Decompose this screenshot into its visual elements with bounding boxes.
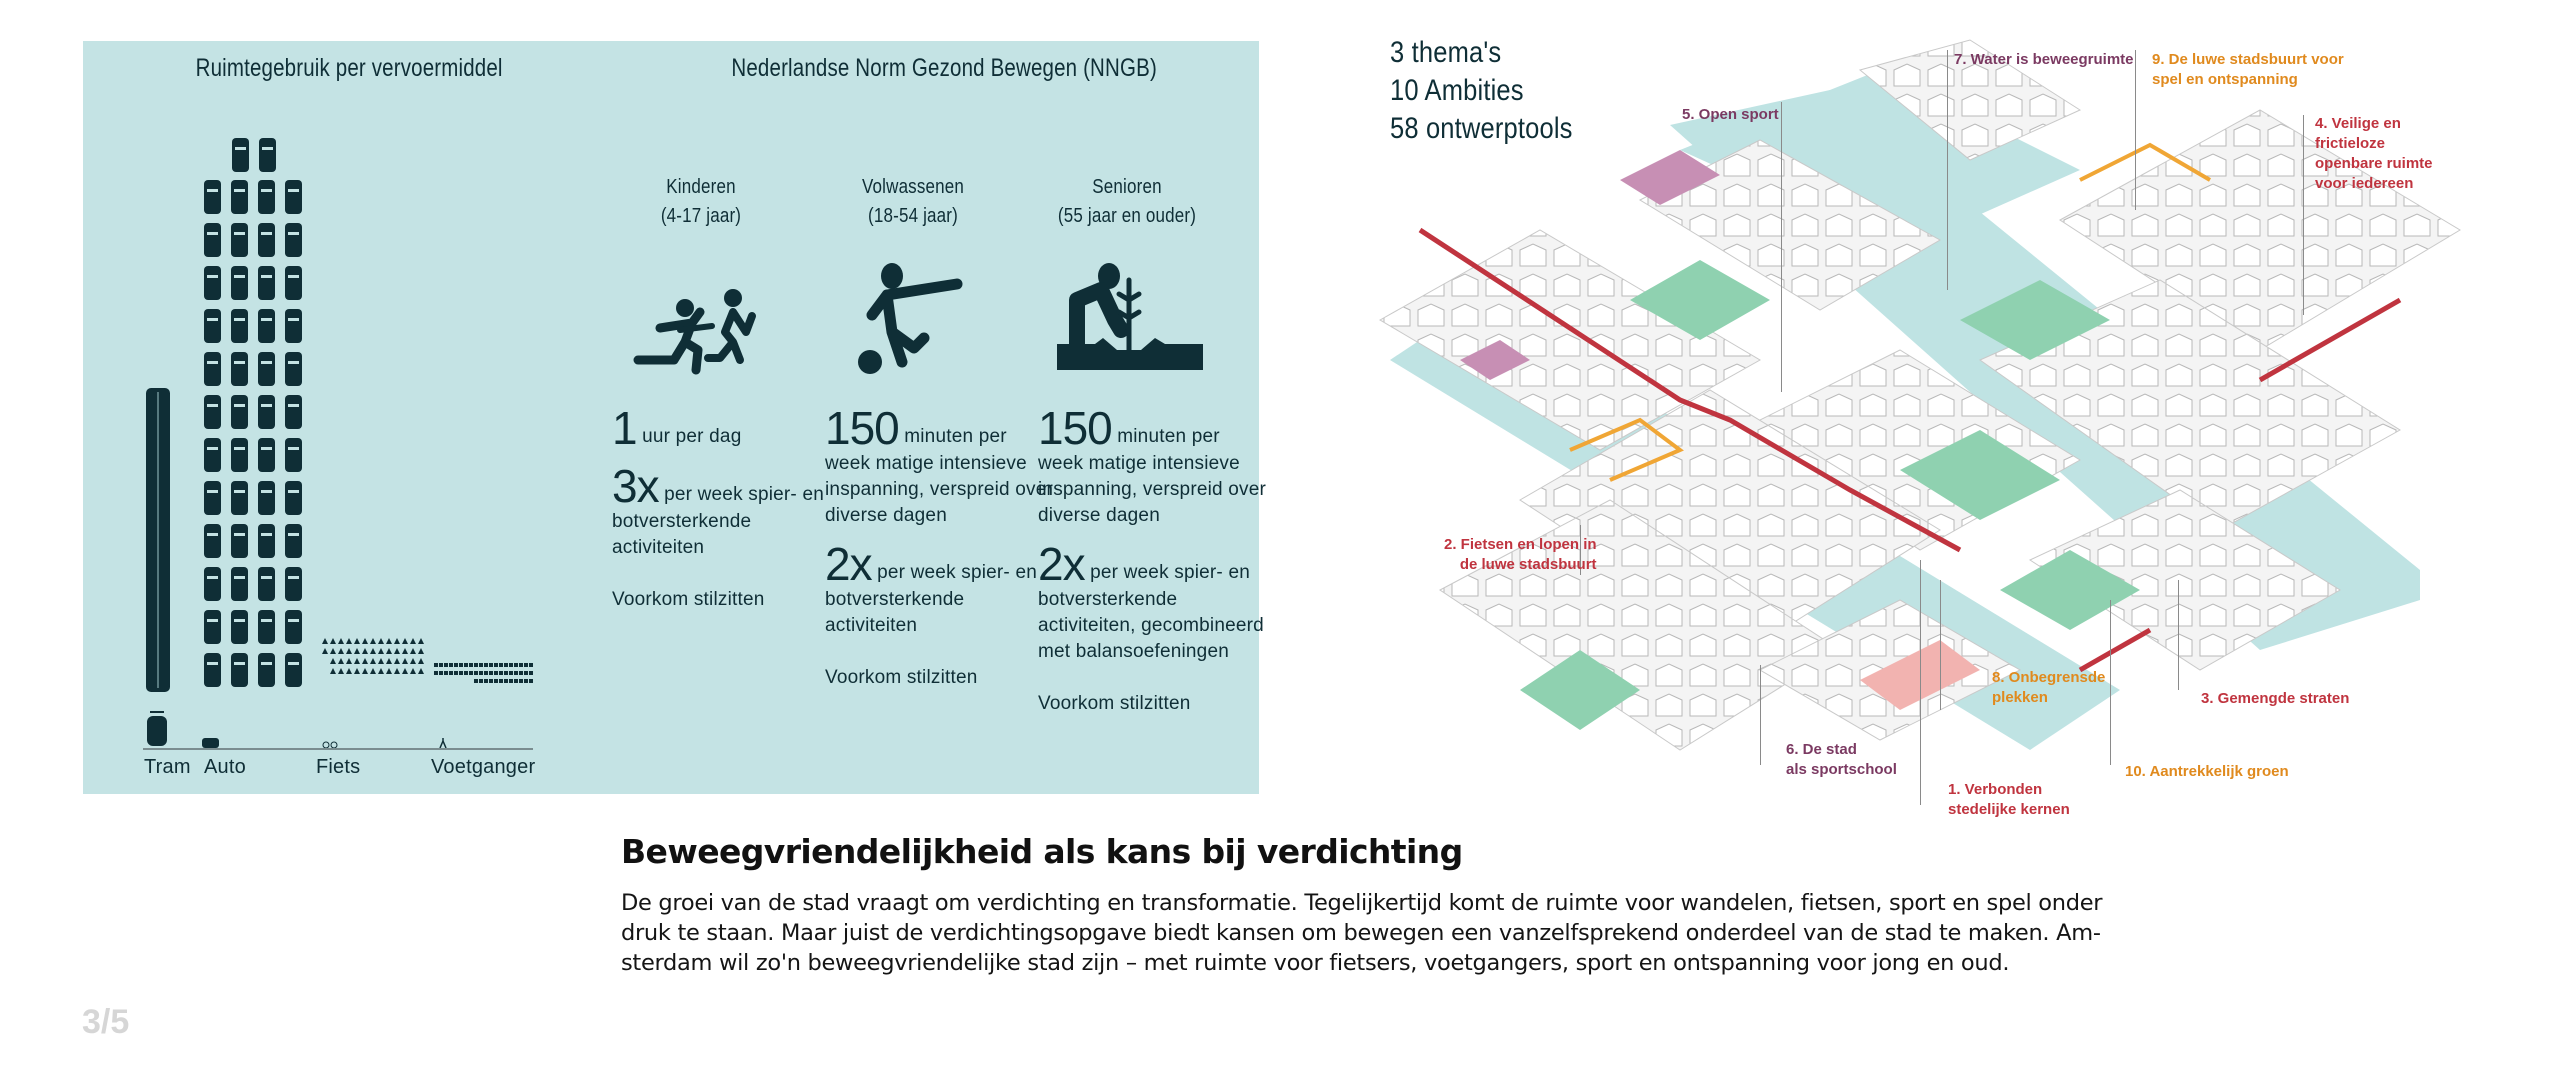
car-windshield (234, 662, 245, 665)
group-ages: (55 jaar en ouder) (1057, 205, 1197, 227)
car-top-view (285, 610, 302, 644)
pedestrian-mark (524, 671, 528, 675)
car-windshield (261, 404, 272, 407)
car-windshield (288, 576, 299, 579)
car-windshield (234, 490, 245, 493)
bicycle-mark (386, 658, 392, 664)
running-children-icon (630, 250, 780, 380)
bicycle-mark (370, 658, 376, 664)
tram-icon (147, 716, 167, 746)
pedestrian-mark (504, 679, 508, 683)
norm-block: 150 minuten per week matige intensieve inspanning, verspreid over diverse dagen (1038, 402, 1267, 526)
car-windshield (288, 662, 299, 665)
map-label-9: 9. De luwe stadsbuurt voor spel en ontspanning (2152, 51, 2344, 88)
bicycle-mark (346, 658, 352, 664)
bicycle-mark (338, 658, 344, 664)
vehicle-label-fiets: Fiets (316, 756, 361, 778)
car-top-view (285, 395, 302, 429)
pedestrian-mark (459, 671, 463, 675)
bicycle-mark (346, 668, 352, 674)
car-top-view (231, 567, 248, 601)
car-windshield (234, 533, 245, 536)
pedestrian-mark (454, 671, 458, 675)
car-windshield (288, 619, 299, 622)
car-windshield (261, 490, 272, 493)
car-top-view (231, 309, 248, 343)
pedestrian-mark (509, 679, 513, 683)
car-top-view (204, 610, 221, 644)
group-volwassenen-header (811, 173, 1015, 231)
bicycle-mark (378, 658, 384, 664)
car-windshield (288, 318, 299, 321)
group-senioren-norms (1038, 402, 1268, 729)
bicycle-mark (394, 648, 400, 654)
leader-line-3 (2178, 580, 2179, 690)
car-top-view (258, 438, 275, 472)
car-top-view (204, 266, 221, 300)
car-windshield (234, 275, 245, 278)
pedestrian-mark (489, 679, 493, 683)
car-top-view (285, 223, 302, 257)
pedestrian-mark (529, 679, 533, 683)
bicycle-mark (418, 658, 424, 664)
car-icon (202, 738, 219, 748)
bicycle-mark (354, 638, 360, 644)
bicycle-mark (402, 638, 408, 644)
car-windshield (261, 662, 272, 665)
car-top-view (204, 481, 221, 515)
article-heading: Beweegvriendelijkheid als kans bij verdichting (621, 832, 1463, 871)
car-top-view (231, 524, 248, 558)
car-top-view (258, 567, 275, 601)
leader-line-4 (2303, 115, 2304, 315)
map-label-6: 6. De stad als sportschool (1786, 741, 1897, 778)
pedestrian-mark (479, 671, 483, 675)
car-windshield (207, 275, 218, 278)
bicycle-mark (338, 638, 344, 644)
car-windshield (234, 619, 245, 622)
group-kinderen-norms (612, 402, 842, 625)
leader-line-1 (1920, 560, 1921, 805)
car-windshield (234, 318, 245, 321)
leader-line-9 (2135, 50, 2136, 210)
map-label-5: 5. Open sport (1682, 106, 1779, 123)
bicycle-mark (402, 668, 408, 674)
stat-themes: 3 thema's (1390, 36, 1502, 69)
car-top-view (285, 266, 302, 300)
bicycle-mark (354, 668, 360, 674)
pedestrian-mark (464, 663, 468, 667)
bicycle-mark (362, 658, 368, 664)
bicycle-mark (386, 668, 392, 674)
bicycle-mark (410, 658, 416, 664)
map-label-10: 10. Aantrekkelijk groen (2125, 763, 2289, 780)
car-top-view (204, 438, 221, 472)
group-ages: (4-17 jaar) (660, 205, 742, 227)
bicycle-mark (330, 638, 336, 644)
car-top-view (204, 524, 221, 558)
car-windshield (288, 447, 299, 450)
bicycle-mark (338, 648, 344, 654)
bicycle-mark (410, 648, 416, 654)
pedestrian-mark (494, 663, 498, 667)
pedestrian-mark (474, 663, 478, 667)
car-windshield (207, 619, 218, 622)
bicycle-mark (386, 648, 392, 654)
bicycle-mark (378, 648, 384, 654)
bicycle-mark (378, 638, 384, 644)
leader-line-10 (2110, 600, 2111, 765)
car-windshield (261, 619, 272, 622)
pedestrian-mark (449, 671, 453, 675)
pedestrian-mark (439, 671, 443, 675)
car-windshield (207, 533, 218, 536)
pedestrian-mark (479, 679, 483, 683)
car-top-view (231, 223, 248, 257)
car-windshield (234, 404, 245, 407)
car-windshield (288, 404, 299, 407)
car-windshield (261, 576, 272, 579)
red-route-south (2080, 630, 2150, 670)
car-top-view (231, 653, 248, 687)
pedestrian-mark (444, 663, 448, 667)
car-top-view (204, 223, 221, 257)
norm-block: 2x per week spier- en botversterkende activiteiten, gecombineerd met balansoefeningen (1038, 538, 1264, 662)
article-line: druk te staan. Maar juist de verdichtingsopgave biedt kansen om bewegen een vanzelfsprekend onderdeel van de stad te maken. Am- (621, 920, 2101, 946)
car-top-view (231, 266, 248, 300)
bicycle-mark (402, 658, 408, 664)
pedestrian-mark (474, 679, 478, 683)
car-top-view (285, 180, 302, 214)
pedestrian-mark (454, 663, 458, 667)
pedestrian-icon (440, 738, 446, 748)
car-windshield (261, 361, 272, 364)
car-windshield (207, 662, 218, 665)
pedestrian-mark (529, 663, 533, 667)
bicycle-mark (346, 638, 352, 644)
vehicle-label-auto: Auto (204, 756, 246, 778)
car-top-view (204, 395, 221, 429)
car-windshield (207, 490, 218, 493)
pedestrian-mark (434, 663, 438, 667)
bicycle-mark (418, 638, 424, 644)
pedestrian-mark (439, 663, 443, 667)
car-top-view (258, 223, 275, 257)
car-windshield (207, 576, 218, 579)
car-top-view (231, 352, 248, 386)
pedestrian-mark (474, 671, 478, 675)
norm-stilzitten: Voorkom stilzitten (825, 667, 978, 688)
car-windshield (261, 189, 272, 192)
pedestrian-mark (459, 663, 463, 667)
car-top-view (258, 352, 275, 386)
car-top-view (285, 352, 302, 386)
leader-line-6 (1760, 665, 1761, 765)
pedestrian-mark (519, 671, 523, 675)
pedestrian-mark (484, 679, 488, 683)
car-windshield (261, 275, 272, 278)
map-label-7: 7. Water is beweegruimte (1954, 51, 2134, 68)
car-windshield (234, 447, 245, 450)
pedestrian-mark (489, 671, 493, 675)
article-body (621, 888, 2221, 978)
bicycle-mark (386, 638, 392, 644)
bicycle-mark (322, 648, 328, 654)
bicycle-mark (418, 648, 424, 654)
car-top-view (285, 309, 302, 343)
stat-ambitions: 10 Ambities (1390, 74, 1524, 107)
pedestrian-mark (519, 663, 523, 667)
car-top-view (285, 567, 302, 601)
bicycle-mark (362, 648, 368, 654)
football-player-icon (852, 250, 972, 380)
group-name: Volwassenen (861, 176, 965, 198)
bicycle-mark (338, 668, 344, 674)
pedestrian-mark (484, 663, 488, 667)
page-indicator: 3/5 (82, 1003, 130, 1041)
pedestrian-mark (464, 671, 468, 675)
bicycle-mark (394, 638, 400, 644)
norm-block: 150 minuten per week matige intensieve inspanning, verspreid over diverse dagen (825, 402, 1054, 526)
pedestrian-mark (519, 679, 523, 683)
group-name: Senioren (1092, 176, 1162, 198)
car-windshield (234, 232, 245, 235)
car-top-view (258, 266, 275, 300)
car-windshield (234, 361, 245, 364)
bicycle-mark (394, 658, 400, 664)
car-windshield (207, 447, 218, 450)
car-windshield (234, 189, 245, 192)
car-windshield (288, 189, 299, 192)
car-top-view (232, 138, 249, 172)
pedestrian-mark (514, 663, 518, 667)
bicycle-mark (370, 648, 376, 654)
bicycle-mark (410, 668, 416, 674)
pedestrian-mark (469, 671, 473, 675)
pedestrian-mark (494, 671, 498, 675)
car-windshield (288, 361, 299, 364)
norm-block: 2x per week spier- en botversterkende activiteiten (825, 538, 1037, 636)
car-windshield (207, 404, 218, 407)
car-top-view (231, 180, 248, 214)
pedestrian-mark (509, 671, 513, 675)
group-kinderen-header (599, 173, 803, 231)
car-top-view (258, 610, 275, 644)
vehicle-label-voetganger: Voetganger (431, 756, 536, 778)
map-label-2: 2. Fietsen en lopen in de luwe stadsbuurt (1444, 536, 1597, 573)
map-label-8: 8. Onbegrensde plekken (1992, 669, 2106, 706)
bicycle-mark (330, 668, 336, 674)
car-top-view (259, 138, 276, 172)
norm-stilzitten: Voorkom stilzitten (612, 589, 765, 610)
car-windshield (262, 147, 273, 150)
car-windshield (207, 232, 218, 235)
map-label-4: 4. Veilige en frictieloze openbare ruimte voor iedereen (2315, 115, 2433, 192)
car-windshield (288, 275, 299, 278)
stat-tools: 58 ontwerptools (1390, 112, 1573, 145)
pedestrian-mark (444, 671, 448, 675)
car-top-view (285, 481, 302, 515)
car-windshield (288, 490, 299, 493)
group-ages: (18-54 jaar) (868, 205, 958, 227)
bicycle-mark (362, 668, 368, 674)
bicycle-mark (362, 638, 368, 644)
bicycle-mark (370, 668, 376, 674)
car-windshield (235, 147, 246, 150)
bicycle-mark (370, 638, 376, 644)
pedestrian-mark (504, 663, 508, 667)
car-top-view (231, 481, 248, 515)
car-windshield (207, 361, 218, 364)
pedestrian-mark (504, 671, 508, 675)
car-windshield (234, 576, 245, 579)
car-top-view (204, 653, 221, 687)
car-top-view (285, 438, 302, 472)
car-top-view (231, 395, 248, 429)
pedestrian-mark (469, 663, 473, 667)
pedestrian-mark (514, 671, 518, 675)
pedestrian-mark (514, 679, 518, 683)
article-line: sterdam wil zo'n beweegvriendelijke stad zijn – met ruimte voor fietsers, voetgangers, sport en ontspanning voor jong en oud. (621, 950, 2010, 976)
leader-line-7 (1947, 50, 1948, 290)
article-line: De groei van de stad vraagt om verdichting en transformatie. Tegelijkertijd komt de ruimte voor wandelen, fietsen, sport en spel onder (621, 890, 2103, 916)
car-windshield (207, 318, 218, 321)
bicycle-mark (322, 638, 328, 644)
car-windshield (261, 318, 272, 321)
car-windshield (261, 447, 272, 450)
pedestrian-mark (494, 679, 498, 683)
car-top-view (285, 524, 302, 558)
pedestrian-mark (529, 671, 533, 675)
nngb-title: Nederlandse Norm Gezond Bewegen (NNGB) (731, 54, 1157, 82)
bicycle-mark (346, 648, 352, 654)
car-windshield (261, 533, 272, 536)
pedestrian-mark (499, 671, 503, 675)
car-top-view (258, 180, 275, 214)
group-volwassenen-norms (825, 402, 1055, 703)
bicycle-mark (402, 648, 408, 654)
group-senioren-header (1025, 173, 1229, 231)
car-top-view (258, 524, 275, 558)
pedestrian-mark (524, 663, 528, 667)
pedestrian-mark (524, 679, 528, 683)
bicycle-mark (354, 648, 360, 654)
pedestrian-mark (499, 679, 503, 683)
pedestrian-mark (509, 663, 513, 667)
space-use-title: Ruimtegebruik per vervoermiddel (195, 54, 503, 82)
pedestrian-mark (489, 663, 493, 667)
bicycle-mark (394, 668, 400, 674)
car-windshield (207, 189, 218, 192)
pedestrian-mark (484, 671, 488, 675)
leader-line-8 (1940, 580, 1941, 710)
pedestrian-mark (499, 663, 503, 667)
car-windshield (288, 232, 299, 235)
car-windshield (288, 533, 299, 536)
pedestrian-mark (434, 671, 438, 675)
car-top-view (204, 180, 221, 214)
car-top-view (258, 481, 275, 515)
car-top-view (204, 567, 221, 601)
bicycle-mark (330, 648, 336, 654)
bicycle-mark (354, 658, 360, 664)
car-top-view (204, 309, 221, 343)
map-label-1: 1. Verbonden stedelijke kernen (1948, 781, 2070, 818)
group-name: Kinderen (666, 176, 736, 198)
pedestrian-mark (449, 663, 453, 667)
leader-line-5 (1781, 102, 1782, 392)
map-label-3: 3. Gemengde straten (2201, 690, 2350, 707)
vehicle-label-tram: Tram (144, 756, 191, 778)
car-top-view (204, 352, 221, 386)
car-top-view (258, 309, 275, 343)
gardening-senior-icon (1055, 250, 1205, 380)
car-top-view (231, 610, 248, 644)
car-top-view (258, 653, 275, 687)
car-windshield (261, 232, 272, 235)
norm-block: 3x per week spier- en botversterkende activiteiten (612, 460, 824, 558)
bicycle-mark (410, 638, 416, 644)
car-top-view (258, 395, 275, 429)
norm-stilzitten: Voorkom stilzitten (1038, 693, 1191, 714)
bicycle-mark (418, 668, 424, 674)
car-top-view (285, 653, 302, 687)
bicycle-mark (330, 658, 336, 664)
norm-block: 1 uur per dag (612, 402, 742, 454)
ground-line (143, 748, 533, 750)
car-top-view (231, 438, 248, 472)
pedestrian-mark (479, 663, 483, 667)
bicycle-mark (378, 668, 384, 674)
